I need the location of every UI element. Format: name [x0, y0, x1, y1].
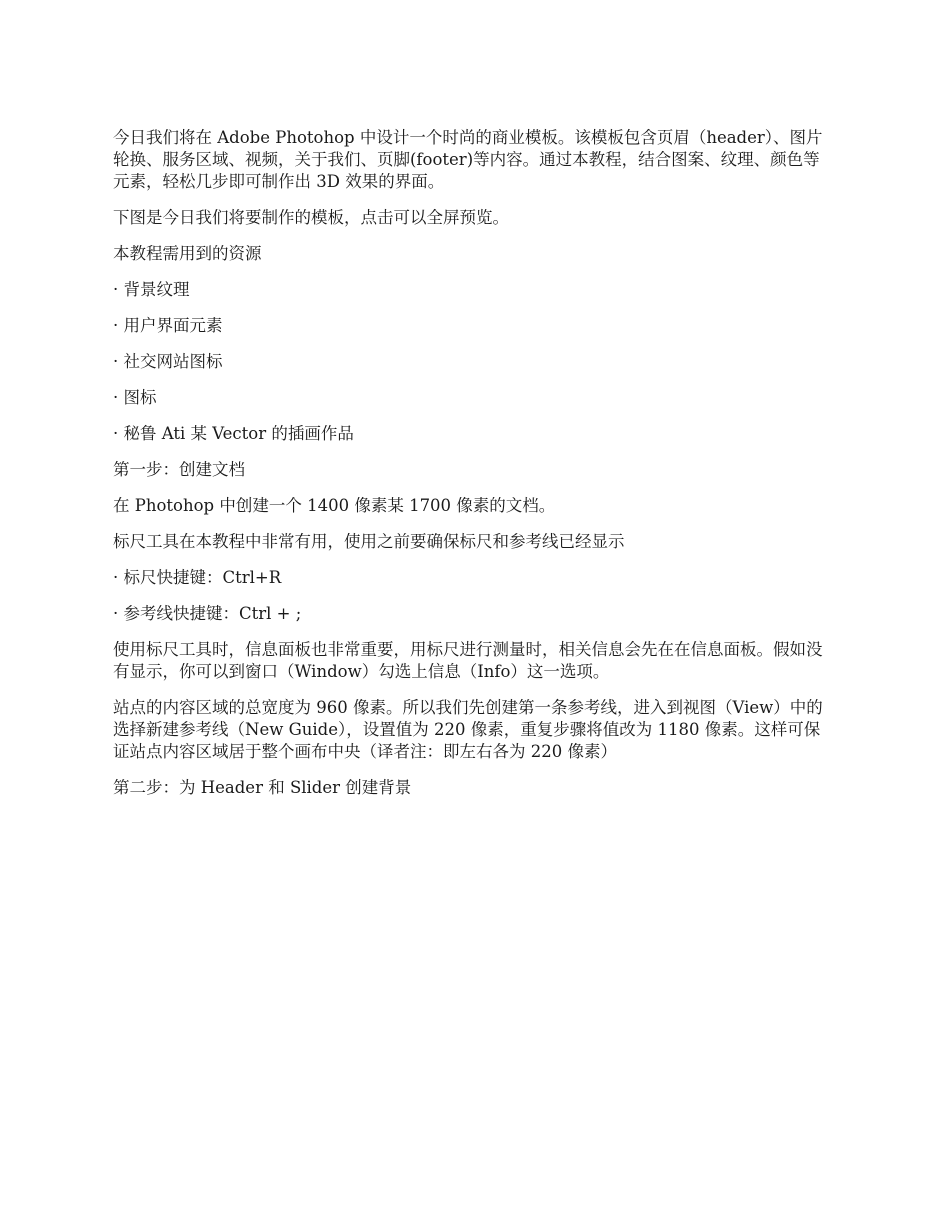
shortcut-item: · 参考线快捷键：Ctrl + ; [113, 604, 302, 623]
info-panel-text: 使用标尺工具时，信息面板也非常重要，用标尺进行测量时，相关信息会先在在信息面板。假如没有显示，你可以到窗口（Window）勾选上信息（Info）这一选项。 [113, 640, 823, 681]
shortcut-item: · 标尺快捷键：Ctrl+R [113, 568, 282, 587]
step-one-heading: 第一步：创建文档 [113, 460, 245, 479]
ruler-tool-text: 标尺工具在本教程中非常有用，使用之前要确保标尺和参考线已经显示 [113, 532, 625, 551]
intro-paragraph: 今日我们将在 Adobe Photohop 中设计一个时尚的商业模板。该模板包含页眉（header）、图片轮换、服务区域、视频，关于我们、页脚(footer)等内容。通过本教程，结合图案、纹理、颜色等元素，轻松几步即可制作出 3D 效果的界面。 [113, 128, 823, 191]
resource-item: · 背景纹理 [113, 280, 190, 299]
step-two-heading: 第二步：为 Header 和 Slider 创建背景 [113, 778, 412, 797]
document-body [113, 127, 831, 813]
guides-text: 站点的内容区域的总宽度为 960 像素。所以我们先创建第一条参考线，进入到视图（View）中的选择新建参考线（New Guide），设置值为 220 像素，重复步骤将值改为 1180 像素。这样可保证站点内容区域居于整个画布中央（译者注：即左右各为 220 像素） [113, 698, 823, 761]
create-document-text: 在 Photohop 中创建一个 1400 像素某 1700 像素的文档。 [113, 496, 556, 515]
resource-item: · 用户界面元素 [113, 316, 223, 335]
resource-item: · 秘鲁 Ati 某 Vector 的插画作品 [113, 424, 354, 443]
preview-note: 下图是今日我们将要制作的模板，点击可以全屏预览。 [113, 208, 509, 227]
resource-item: · 图标 [113, 388, 157, 407]
resources-heading: 本教程需用到的资源 [113, 244, 262, 263]
resource-item: · 社交网站图标 [113, 352, 223, 371]
